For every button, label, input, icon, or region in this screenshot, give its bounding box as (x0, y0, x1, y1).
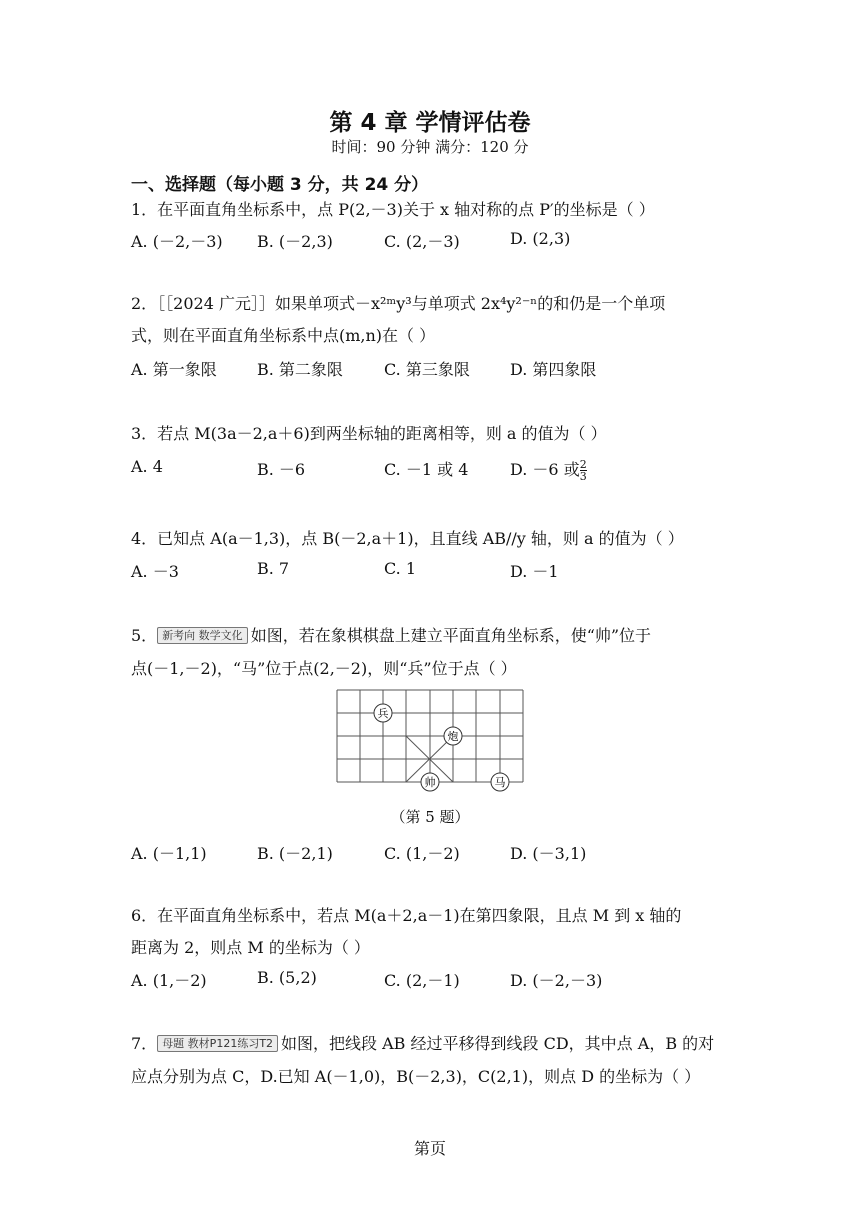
q6-option-c[interactable]: C. (2,－1) (384, 971, 460, 990)
q1-option-d[interactable]: D. (2,3) (510, 229, 571, 248)
fraction-numerator: 2 (579, 458, 587, 471)
q3-option-d-text: D. －6 或 (510, 460, 580, 479)
q1-option-b[interactable]: B. (－2,3) (257, 232, 333, 251)
svg-text:兵: 兵 (377, 707, 389, 720)
chess-board-figure (336, 689, 526, 799)
q6-stem-line2: 距离为 2，则点 M 的坐标为（ ） (131, 938, 370, 957)
fraction-denominator: 3 (579, 470, 587, 483)
q4-option-a[interactable]: A. －3 (131, 562, 179, 581)
new-trend-badge: 新考向 数学文化 (157, 627, 248, 644)
q7-number: 7． (131, 1034, 158, 1053)
q2-stem-line2: 式，则在平面直角坐标系中点(m,n)在（ ） (131, 326, 436, 345)
q4-option-d[interactable]: D. －1 (510, 562, 559, 581)
svg-text:马: 马 (494, 776, 506, 789)
q5-stem-text: 如图，若在象棋棋盘上建立平面直角坐标系，使“帅”位于 (250, 626, 652, 645)
q5-option-b[interactable]: B. (－2,1) (257, 844, 333, 863)
piece-soldier (374, 704, 392, 722)
q3-option-c[interactable]: C. －1 或 4 (384, 460, 469, 479)
q5-stem-line1 (131, 623, 651, 646)
section-heading: 一、选择题（每小题 3 分，共 24 分） (131, 175, 429, 195)
q4-option-b[interactable]: B. 7 (257, 559, 290, 578)
page-title: 第 4 章 学情评估卷 (329, 110, 531, 136)
q2-option-c[interactable]: C. 第三象限 (384, 360, 470, 379)
q2-option-d[interactable]: D. 第四象限 (510, 360, 597, 379)
q2-stem-line1: 2．［［2024 广元］］如果单项式－x²ᵐy³与单项式 2x⁴y²⁻ⁿ的和仍是一个单项 (131, 294, 666, 313)
piece-general (421, 773, 439, 791)
svg-text:炮: 炮 (447, 730, 459, 743)
q7-stem-text: 如图，把线段 AB 经过平移得到线段 CD，其中点 A，B 的对 (281, 1034, 715, 1053)
q1-stem: 1．在平面直角坐标系中，点 P(2,－3)关于 x 轴对称的点 P′的坐标是（ ） (131, 200, 655, 219)
svg-text:帅: 帅 (424, 776, 436, 789)
q5-option-a[interactable]: A. (－1,1) (131, 844, 207, 863)
q3-stem: 3．若点 M(3a－2,a＋6)到两坐标轴的距离相等，则 a 的值为（ ） (131, 424, 607, 443)
q1-option-a[interactable]: A. (－2,－3) (131, 232, 223, 251)
q7-stem-line1 (131, 1031, 714, 1054)
fraction (580, 459, 587, 482)
q2-option-b[interactable]: B. 第二象限 (257, 360, 343, 379)
page-footer: 第页 (413, 1139, 446, 1158)
q5-number: 5． (131, 626, 158, 645)
q6-option-a[interactable]: A. (1,－2) (131, 971, 207, 990)
q3-option-b[interactable]: B. －6 (257, 460, 306, 479)
q5-option-d[interactable]: D. (－3,1) (510, 844, 587, 863)
q3-option-d[interactable] (510, 457, 587, 482)
board-grid (337, 690, 523, 782)
q5-stem-line2: 点(－1,－2)，“马”位于点(2,－2)，则“兵”位于点（ ） (131, 659, 517, 678)
q1-option-c[interactable]: C. (2,－3) (384, 232, 460, 251)
q4-option-c[interactable]: C. 1 (384, 559, 417, 578)
q7-stem-line2: 应点分别为点 C，D.已知 A(－1,0)，B(－2,3)，C(2,1)，则点 D 的坐标为（ ） (131, 1067, 701, 1086)
piece-horse (491, 773, 509, 791)
q5-option-c[interactable]: C. (1,－2) (384, 844, 460, 863)
q2-option-a[interactable]: A. 第一象限 (131, 360, 217, 379)
q6-stem-line1: 6．在平面直角坐标系中，若点 M(a＋2,a－1)在第四象限，且点 M 到 x 轴的 (131, 906, 682, 925)
figure-caption: （第 5 题） (390, 808, 470, 826)
q4-stem: 4．已知点 A(a－1,3)，点 B(－2,a＋1)，且直线 AB//y 轴，则 a 的值为（ ） (131, 529, 684, 548)
textbook-source-badge: 母题 教材P121练习T2 (157, 1035, 278, 1052)
q6-option-d[interactable]: D. (－2,－3) (510, 971, 603, 990)
piece-cannon (444, 727, 462, 745)
q6-option-b[interactable]: B. (5,2) (257, 968, 317, 987)
exam-info: 时间：90 分钟 满分：120 分 (331, 138, 529, 156)
q3-option-a[interactable]: A. 4 (131, 457, 163, 476)
